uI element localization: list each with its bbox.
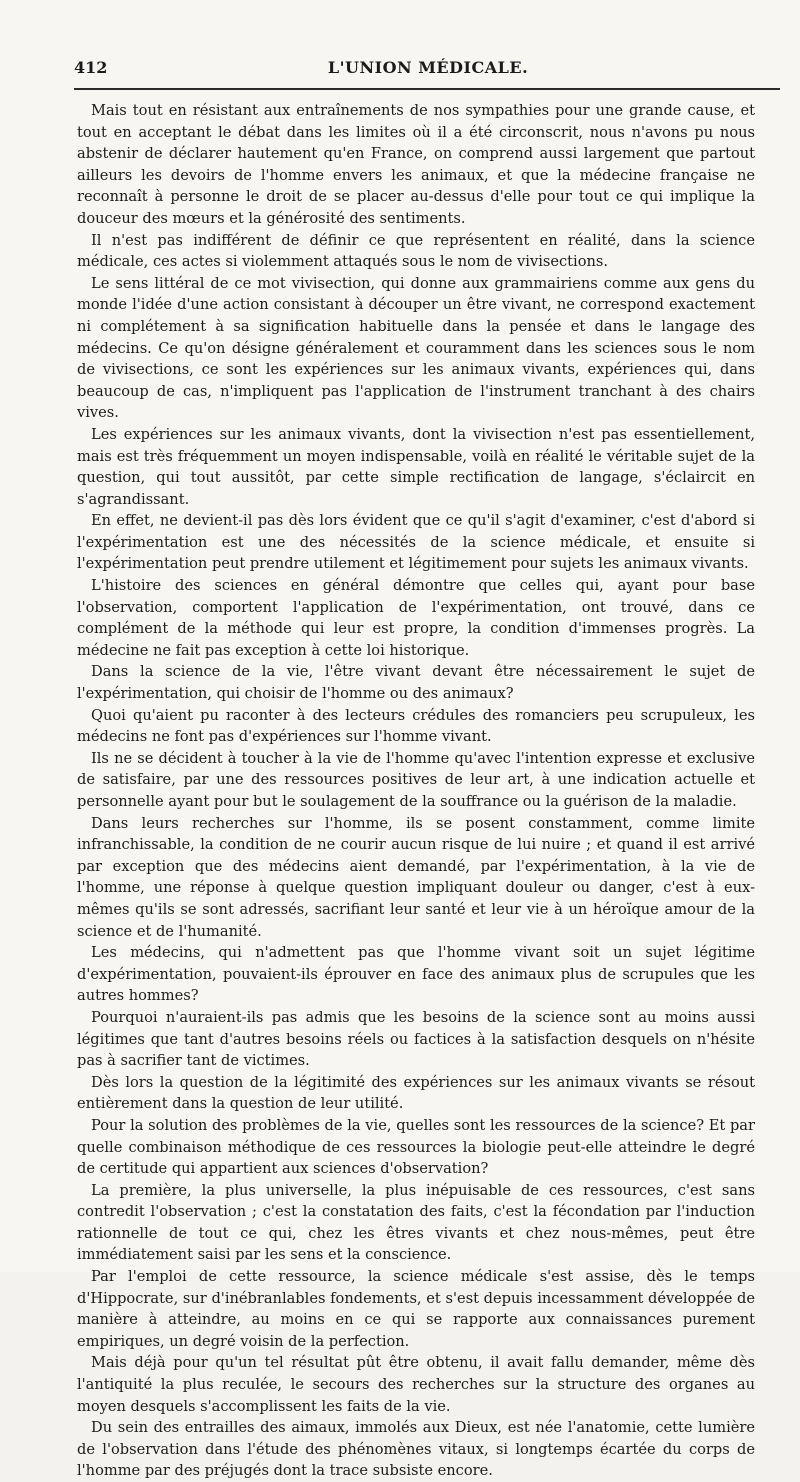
page-number: 412 (74, 58, 108, 77)
paragraph: Par l'emploi de cette ressource, la science médicale s'est assise, dès le temps d'Hippocrate, sur d'inébranlables fondements, et s'est depuis incessamment développée de manière à atteindre, au moins en ce qui se rapporte aux connaissances purement empiriques, un degré voisin de la perfection. (77, 1268, 755, 1350)
paragraph: Quoi qu'aient pu raconter à des lecteurs crédules des romanciers peu scrupuleux, les médecins ne font pas d'expériences sur l'homme vivant. (77, 706, 755, 746)
paragraph: Le sens littéral de ce mot vivisection, qui donne aux grammairiens comme aux gens du monde l'idée d'une action consistant à découper un être vivant, ne correspond exactement ni complétement à sa signification habituelle dans la pensée et dans le langage des médecins. Ce qu'on désigne généralement et couramment dans les sciences sous le nom de vivisections, ce sont les expériences sur les animaux vivants, expériences qui, dans beaucoup de cas, n'impliquent pas l'application de l'instrument tranchant à des chairs vives. (77, 274, 755, 422)
running-title: L'UNION MÉDICALE. (327, 58, 529, 77)
paragraph: Mais tout en résistant aux entraînements de nos sympathies pour une grande cause, et tout en acceptant le débat dans les limites où il a été circonscrit, nous n'avons pu nous abstenir de déclarer hautement qu'en France, on comprend aussi largement que partout ailleurs les devoirs de l'homme envers les animaux, et que la médecine française ne reconnaît à personne le droit de se placer au-dessus d'elle pour tout ce qui implique la douceur des mœurs et la générosité des sentiments. (77, 102, 755, 227)
paragraph: Mais déjà pour qu'un tel résultat pût être obtenu, il avait fallu demander, même dès l'antiquité la plus reculée, le secours des recherches sur la structure des organes au moyen desquels s'accomplissent les faits de la vie. (77, 1354, 755, 1415)
paragraph: Ils ne se décident à toucher à la vie de l'homme qu'avec l'intention expresse et exclusive de satisfaire, par une des ressources positives de leur art, à une indication actuelle et personnelle ayant pour but le soulagement de la souffrance ou la guérison de la maladie. (77, 749, 755, 810)
paragraph: Du sein des entrailles des aimaux, immolés aux Dieux, est née l'anatomie, cette lumière de l'observation dans l'étude des phénomènes vitaux, si longtemps écartée du corps de l'homme par des préjugés dont la trace subsiste encore. (77, 1419, 755, 1480)
paragraph: L'histoire des sciences en général démontre que celles qui, ayant pour base l'observation, comportent l'application de l'expérimentation, ont trouvé, dans ce complément de la méthode qui leur est propre, la condition d'immenses progrès. La médecine ne fait pas exception à cette loi historique. (77, 577, 755, 659)
page-header (74, 56, 782, 86)
header-rule (74, 88, 780, 90)
paragraph: Pourquoi n'auraient-ils pas admis que les besoins de la science sont au moins aussi légitimes que tant d'autres besoins réels ou factices à la satisfaction desquels on n'hésite pas à sacrifier tant de victimes. (77, 1008, 755, 1070)
paragraph: Dès lors la question de la légitimité des expériences sur les animaux vivants se résout entièrement dans la question de leur utilité. (77, 1073, 755, 1113)
paragraph: En effet, ne devient-il pas dès lors évident que ce qu'il s'agit d'examiner, c'est d'abord si l'expérimentation est une des nécessités de la science médicale, et ensuite si l'expérimentation peut prendre utilement et légitimement pour sujets les animaux vivants. (77, 512, 755, 573)
paragraph: Il n'est pas indifférent de définir ce que représentent en réalité, dans la science médicale, ces actes si violemment attaqués sous le nom de vivisections. (77, 231, 755, 271)
body-text (77, 100, 755, 1482)
paragraph: La première, la plus universelle, la plus inépuisable de ces ressources, c'est sans contredit l'observation ; c'est la constatation des faits, c'est la fécondation par l'induction rationnelle de tout ce qui, chez les êtres vivants et chez nous-mêmes, peut être immédiatement saisi par les sens et la conscience. (77, 1181, 755, 1264)
paragraph: Pour la solution des problèmes de la vie, quelles sont les ressources de la science? Et par quelle combinaison méthodique de ces ressources la biologie peut-elle atteindre le degré de certitude qui appartient aux sciences d'observation? (77, 1116, 755, 1178)
paragraph: Dans la science de la vie, l'être vivant devant être nécessairement le sujet de l'expérimentation, qui choisir de l'homme ou des animaux? (77, 663, 755, 703)
paragraph: Dans leurs recherches sur l'homme, ils se posent constamment, comme limite infranchissable, la condition de ne courir aucun risque de lui nuire ; et quand il est arrivé par exception que des médecins aient demandé, par l'expérimentation, à la vie de l'homme, une réponse à quelque question impliquant douleur ou danger, c'est à eux-mêmes qu'ils se sont adressés, sacrifiant leur santé et leur vie à un héroïque amour de la science et de l'humanité. (77, 814, 755, 940)
paragraph: Les expériences sur les animaux vivants, dont la vivisection n'est pas essentiellement, mais est très fréquemment un moyen indispensable, voilà en réalité le véritable sujet de la question, qui tout aussitôt, par cette simple rectification de langage, s'éclaircit en s'agrandissant. (77, 425, 755, 508)
paragraph: Les médecins, qui n'admettent pas que l'homme vivant soit un sujet légitime d'expérimentation, pouvaient-ils éprouver en face des animaux plus de scrupules que les autres hommes? (77, 944, 755, 1005)
